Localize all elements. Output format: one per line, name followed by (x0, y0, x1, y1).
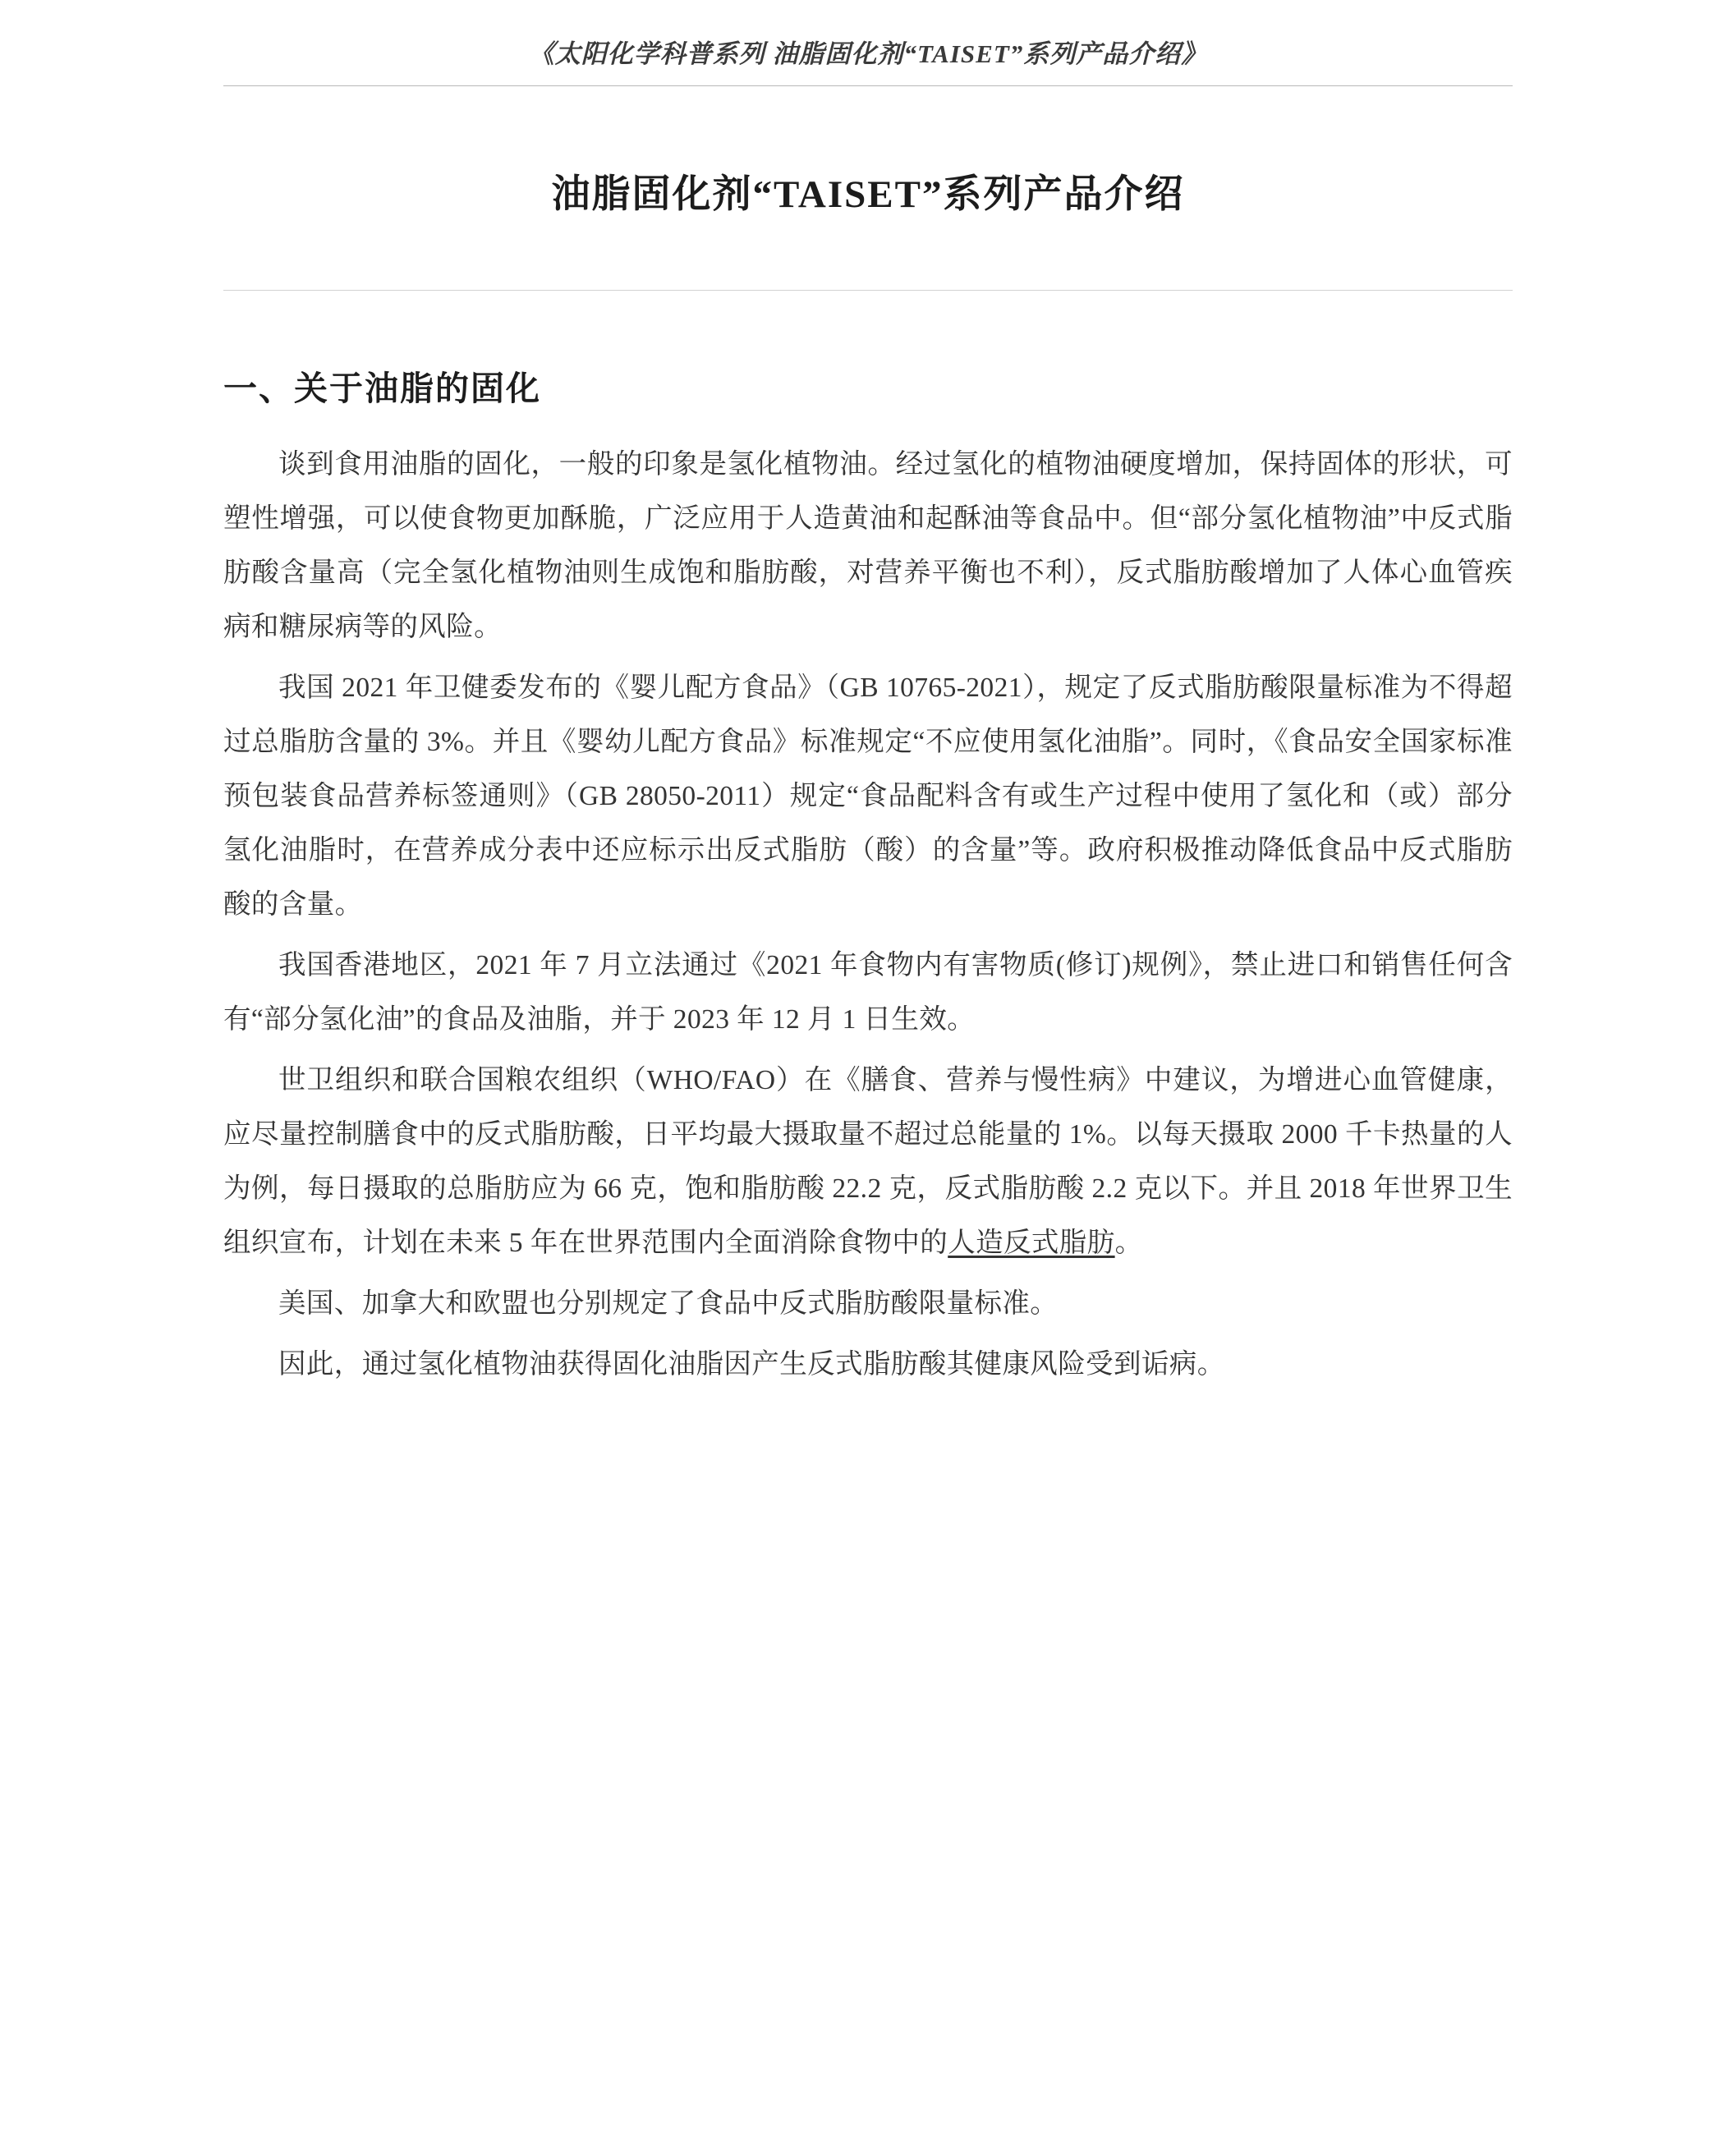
running-header (223, 0, 1513, 86)
paragraph-4 (223, 1054, 1513, 1270)
running-header-text: 《太阳化学科普系列 油脂固化剂“TAISET”系列产品介绍》 (528, 39, 1208, 68)
paragraph-4-text-before: 世卫组织和联合国粮农组织（WHO/FAO）在《膳食、营养与慢性病》中建议，为增进心血管健康，应尽量控制膳食中的反式脂肪酸，日平均最大摄取量不超过总能量的 1%。以每天摄取 2000 千卡热量的人为例，每日摄取的总脂肪应为 66 克，饱和脂肪酸 22.2 克，反式脂肪酸 2.2 克以下。并且 2018 年世界卫生组织宣布，计划在未来 5 年在世界范围内全面消除食物中的 (223, 1065, 1513, 1259)
paragraph-4-text-after: 。 (1114, 1228, 1143, 1259)
paragraph-5: 美国、加拿大和欧盟也分别规定了食品中反式脂肪酸限量标准。 (278, 1288, 1059, 1320)
paragraph-6: 因此，通过氢化植物油获得固化油脂因产生反式脂肪酸其健康风险受到诟病。 (278, 1349, 1225, 1380)
paragraph-4-underlined-term: 人造反式脂肪 (948, 1228, 1115, 1259)
paragraph-1: 谈到食用油脂的固化，一般的印象是氢化植物油。经过氢化的植物油硬度增加，保持固体的形状，可塑性增强，可以使食物更加酥脆，广泛应用于人造黄油和起酥油等食品中。但“部分氢化植物油”中反式脂肪酸含量高（完全氢化植物油则生成饱和脂肪酸，对营养平衡也不利），反式脂肪酸增加了人体心血管疾病和糖尿病等的风险。 (223, 449, 1513, 643)
document-body (223, 291, 1513, 1392)
document-title-block (223, 86, 1513, 291)
page-title: 油脂固化剂“TAISET”系列产品介绍 (551, 172, 1185, 216)
paragraph-2: 我国 2021 年卫健委发布的《婴儿配方食品》（GB 10765-2021），规定了反式脂肪酸限量标准为不得超过总脂肪含量的 3%。并且《婴幼儿配方食品》标准规定“不应使用氢化油脂”。同时，《食品安全国家标准预包装食品营养标签通则》（GB 28050-2011）规定“食品配料含有或生产过程中使用了氢化和（或）部分氢化油脂时，在营养成分表中还应标示出反式脂肪（酸）的含量”等。政府积极推动降低食品中反式脂肪酸的含量。 (223, 673, 1513, 921)
paragraph-3: 我国香港地区，2021 年 7 月立法通过《2021 年食物内有害物质(修订)规例》，禁止进口和销售任何含有“部分氢化油”的食品及油脂，并于 2023 年 12 月 1 日生效。 (223, 950, 1513, 1035)
section-heading-1: 一、关于油脂的固化 (223, 370, 541, 408)
